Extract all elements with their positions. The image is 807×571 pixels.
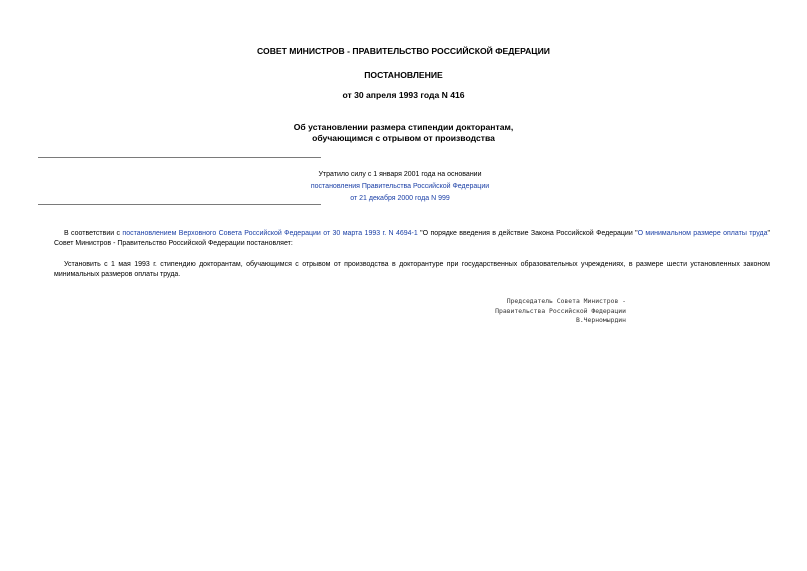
signature-line-2: Правительства Российской Федерации bbox=[495, 306, 626, 315]
document-title-line-2: обучающимся с отрывом от производства bbox=[312, 133, 495, 143]
paragraph-1-mid: "О порядке введения в действие Закона Российской Федерации " bbox=[417, 230, 638, 237]
paragraph-1-suffix: " Совет Министров - Правительство Российской Федерации постановляет: bbox=[54, 230, 770, 247]
document-date-number: от 30 апреля 1993 года N 416 bbox=[342, 90, 465, 100]
repeal-decree-date-link[interactable]: от 21 декабря 2000 года N 999 bbox=[350, 195, 450, 202]
supreme-council-decree-link[interactable]: постановлением Верховного Совета Российской Федерации от 30 марта 1993 г. N 4694-1 bbox=[122, 230, 418, 237]
minimum-wage-law-link[interactable]: О минимальном размере оплаты труда bbox=[637, 230, 768, 237]
repeal-decree-link[interactable]: постановления Правительства Российской Федерации bbox=[310, 183, 490, 190]
status-note-text: Утратило силу с 1 января 2001 года на основании bbox=[318, 171, 482, 178]
document-type: ПОСТАНОВЛЕНИЕ bbox=[364, 70, 443, 80]
signature-line-1: Председатель Совета Министров - bbox=[506, 297, 626, 305]
status-note bbox=[300, 169, 500, 205]
bottom-divider bbox=[38, 204, 321, 205]
signature-block bbox=[470, 297, 626, 326]
document-title-line-1: Об установлении размера стипендии докторантам, bbox=[293, 122, 514, 132]
signature-name: В.Черномырдин bbox=[575, 316, 626, 324]
paragraph-2-text: Установить с 1 мая 1993 г. стипендию докторантам, обучающимся с отрывом от производства в докторантуре при государственных образовательных учреждениях, в размере шести установленных законом минимальных размеров оплаты труда. bbox=[54, 261, 770, 278]
top-divider bbox=[38, 157, 321, 158]
paragraph-1 bbox=[54, 229, 770, 249]
paragraph-1-prefix: В соответствии с bbox=[64, 230, 123, 237]
paragraph-2 bbox=[54, 260, 770, 280]
document-issuer: СОВЕТ МИНИСТРОВ - ПРАВИТЕЛЬСТВО РОССИЙСКОЙ ФЕДЕРАЦИИ bbox=[257, 46, 550, 56]
